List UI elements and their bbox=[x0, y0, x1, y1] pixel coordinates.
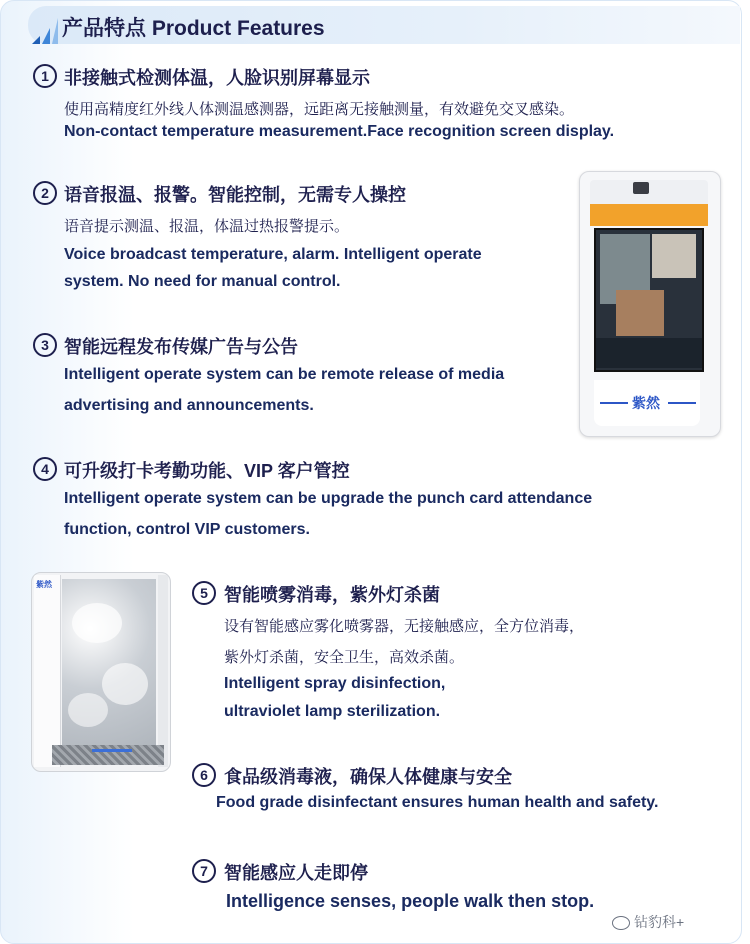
feature-title: 语音报温、报警。智能控制，无需专人操控 bbox=[64, 185, 406, 205]
kiosk-screen bbox=[594, 228, 704, 372]
spray-brand-logo: 紫然 bbox=[36, 580, 52, 589]
feature-title: 智能喷雾消毒，紫外灯杀菌 bbox=[224, 585, 440, 605]
channel-right-wall bbox=[158, 575, 168, 767]
feature-number: 3 bbox=[33, 333, 57, 357]
feature-number: 7 bbox=[192, 859, 216, 883]
feature-desc-cn: 语音提示测温、报温，体温过热报警提示。 bbox=[64, 218, 350, 235]
feature-title: 智能远程发布传媒广告与公告 bbox=[64, 337, 298, 357]
kiosk-brand-logo: 紫然 bbox=[632, 395, 660, 411]
feature-desc-en: Intelligent operate system can be remote release of media bbox=[64, 366, 505, 383]
feature-number: 5 bbox=[192, 581, 216, 605]
feature-title: 可升级打卡考勤功能、VIP 客户管控 bbox=[64, 461, 350, 481]
kiosk-orange-banner bbox=[590, 204, 708, 226]
watermark bbox=[612, 912, 684, 932]
feature-desc-en: Intelligent spray disinfection, bbox=[224, 675, 446, 692]
camera-icon bbox=[633, 182, 649, 194]
feature-desc-cn: 紫外灯杀菌，安全卫生，高效杀菌。 bbox=[224, 649, 465, 666]
channel-left-wall bbox=[34, 575, 61, 767]
feature-number: 1 bbox=[33, 64, 57, 88]
feature-desc-en: Non-contact temperature measurement.Face recognition screen display. bbox=[64, 123, 615, 140]
feature-number: 4 bbox=[33, 457, 57, 481]
feature-desc-cn: 使用高精度红外线人体测温感测器，远距离无接触测量，有效避免交叉感染。 bbox=[64, 101, 575, 118]
feature-desc-en: Intelligence senses, people walk then stop. bbox=[226, 891, 595, 911]
feature-title: 智能感应人走即停 bbox=[224, 863, 368, 883]
wechat-icon bbox=[612, 916, 630, 930]
feature-desc-cn: 设有智能感应雾化喷雾器，无接触感应，全方位消毒， bbox=[224, 618, 585, 635]
feature-title: 非接触式检测体温，人脸识别屏幕显示 bbox=[64, 68, 370, 88]
spray-channel-image bbox=[31, 572, 171, 772]
feature-desc-en: Food grade disinfectant ensures human health and safety. bbox=[216, 794, 659, 811]
feature-number: 6 bbox=[192, 763, 216, 787]
feature-desc-en: ultraviolet lamp sterilization. bbox=[224, 703, 441, 720]
feature-desc-en: Voice broadcast temperature, alarm. Intelligent operate bbox=[64, 246, 482, 263]
uv-light-strip bbox=[92, 749, 132, 752]
header-accent-icon bbox=[30, 14, 58, 46]
feature-desc-en: system. No need for manual control. bbox=[64, 273, 341, 290]
temperature-kiosk-image bbox=[579, 171, 721, 437]
feature-title: 食品级消毒液，确保人体健康与安全 bbox=[224, 767, 512, 787]
channel-floor bbox=[52, 745, 164, 765]
kiosk-base bbox=[594, 380, 700, 426]
feature-desc-en: advertising and announcements. bbox=[64, 397, 314, 414]
feature-desc-en: Intelligent operate system can be upgrade the punch card attendance bbox=[64, 490, 593, 507]
feature-number: 2 bbox=[33, 181, 57, 205]
feature-desc-en: function, control VIP customers. bbox=[64, 521, 310, 538]
watermark-text: 钻豹科+ bbox=[634, 914, 685, 930]
page-title: 产品特点 Product Features bbox=[62, 17, 325, 40]
